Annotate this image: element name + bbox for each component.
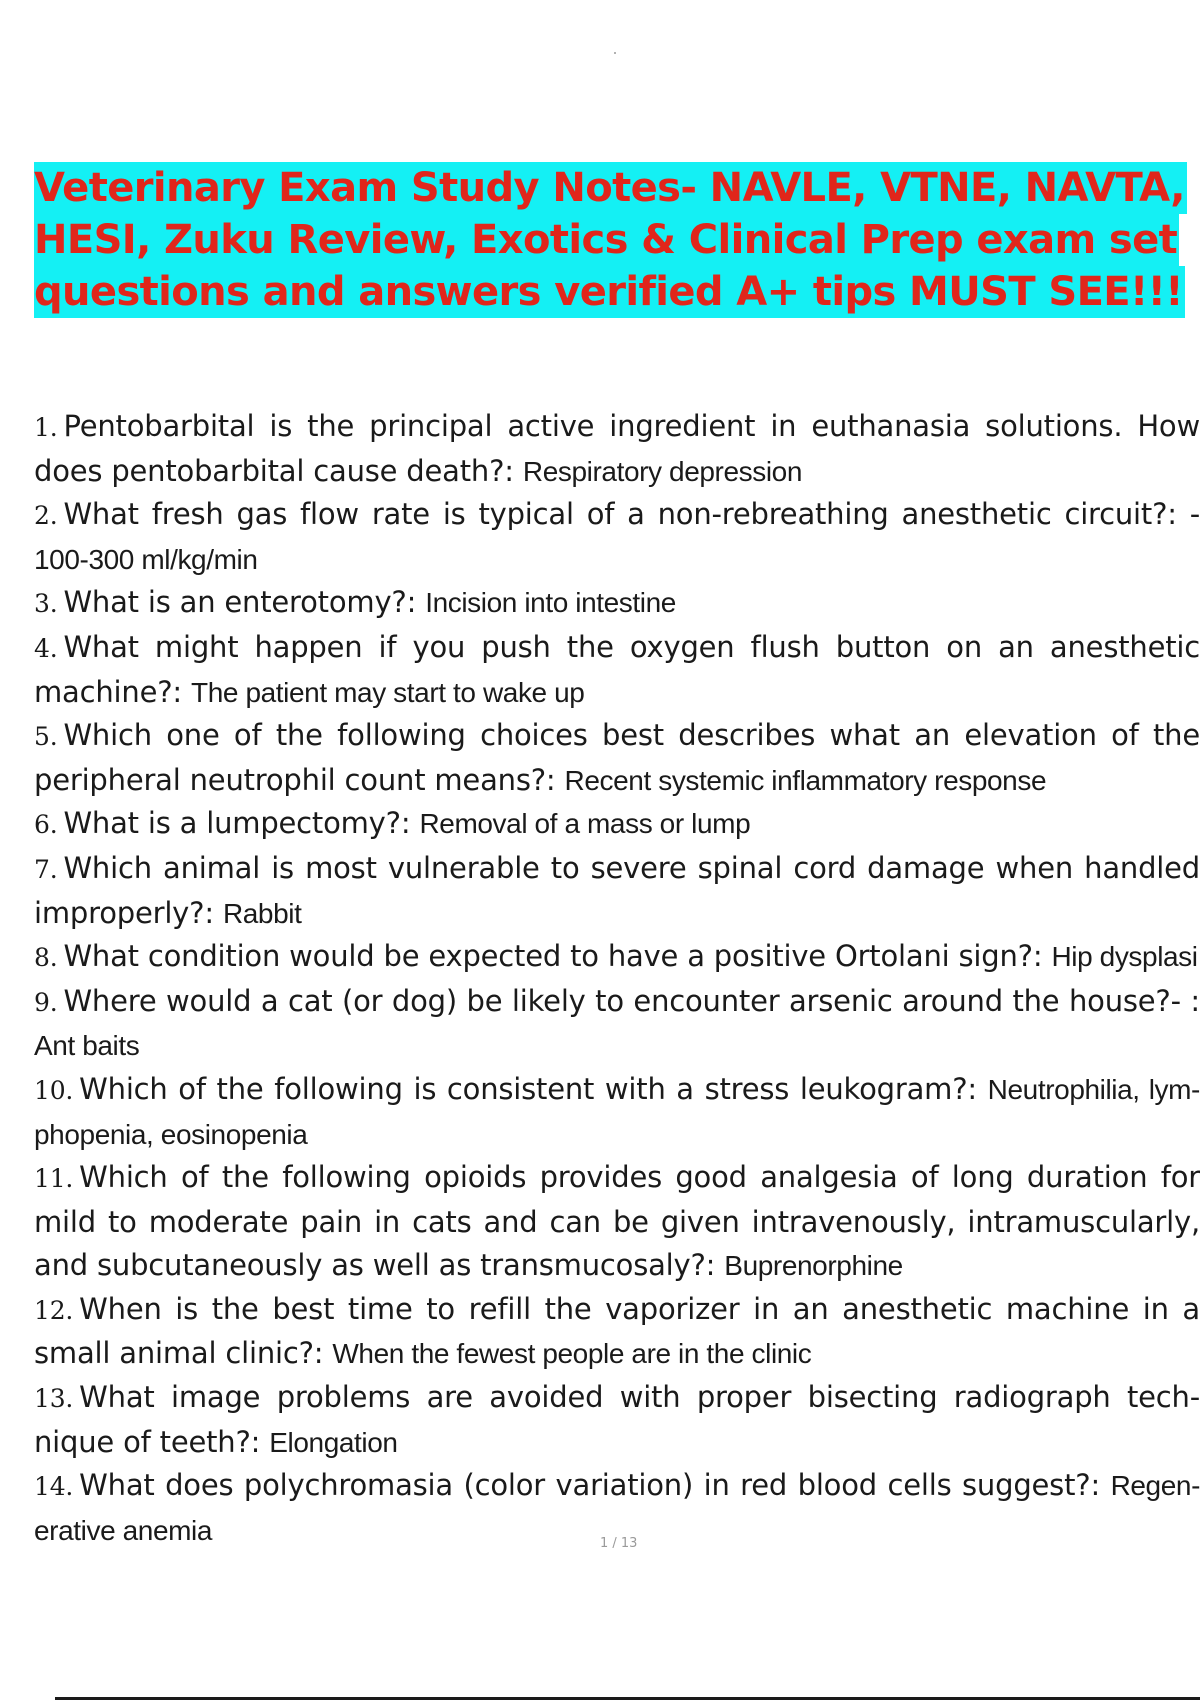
question-number: 13. [34,1384,74,1414]
question-number: 1. [34,413,58,442]
answer-text: Ant baits [34,1030,140,1062]
question-item [34,1288,1200,1376]
answer-text: Neutrophilia, lym- phopenia, eosinopenia [34,1073,1200,1150]
question-item [34,802,1200,847]
question-text: Where would a cat (or dog) be likely to encounter arsenic around the house?- : [63,983,1200,1018]
question-number: 7. [34,854,58,884]
answer-text: Removal of a mass or lump [419,808,751,840]
title-line: HESI, Zuku Review, Exotics & Clinical Prep exam set [34,214,1179,266]
question-item [34,1156,1200,1288]
question-number: 3. [34,589,58,619]
answer-text: 100-300 ml/kg/min [34,543,258,575]
question-number: 12. [34,1295,74,1325]
answer-text: Regen- erative anemia [34,1470,1200,1546]
question-item [34,935,1200,980]
answer-text: The patient may start to wake up [191,676,585,708]
question-text: What might happen if you push the oxygen flush button on an anesthetic machine?: [34,629,1200,709]
question-number: 5. [34,722,58,752]
answer-text: Rabbit [222,897,302,929]
answer-text: When the fewest people are in the clinic [332,1338,812,1370]
question-item [34,581,1200,626]
question-number: 11. [34,1164,74,1194]
page-number: 1 / 13 [600,1536,638,1551]
answer-text: Buprenorphine [724,1250,903,1282]
question-item [34,714,1200,802]
question-text: Which of the following opioids provides good analgesia of long duration for mild to moderate pain in cats and can be given intravenously, intramuscularly, and subcutaneously as well as transmucosaly?: [34,1160,1200,1283]
question-text: What condition would be expected to have a positive Ortolani sign?: [63,939,1043,974]
question-item [34,1068,1200,1156]
question-item [34,405,1200,493]
question-text: Which animal is most vulnerable to severe spinal cord damage when handled improperly?: [34,850,1200,930]
question-text: What does polychromasia (color variation) in red blood cells suggest?: [79,1468,1101,1503]
question-item [34,980,1200,1068]
answer-text: Hip dysplasi [1051,941,1198,973]
question-text: Which of the following is consistent with a stress leukogram?: [79,1071,977,1106]
question-number: 9. [34,987,58,1017]
question-list [34,405,1200,1552]
question-text: Which one of the following choices best describes what an elevation of the peripheral neutrophil count means?: [34,718,1200,797]
question-item [34,626,1200,714]
top-dot-mark [614,52,616,54]
document-title [34,162,1200,318]
question-text: What image problems are avoided with proper bisecting radiograph tech- nique of teeth?: [34,1380,1200,1459]
question-item [34,1376,1200,1464]
answer-text: Elongation [269,1426,398,1458]
question-number: 6. [34,810,58,840]
question-text: What is an enterotomy?: [63,585,417,620]
question-number: 8. [34,943,58,973]
question-number: 10. [34,1075,74,1105]
question-number: 2. [34,501,58,531]
answer-text: Recent systemic inflammatory response [564,764,1047,796]
title-line: questions and answers verified A+ tips MUST SEE!!! [34,266,1185,318]
question-number: 4. [34,633,58,663]
question-item [34,493,1200,581]
question-text: Pentobarbital is the principal active ingredient in euthanasia solutions. How does pentobarbital cause death?: [34,409,1200,488]
question-text: What fresh gas flow rate is typical of a non-rebreathing anesthetic circuit?: - [63,497,1200,532]
question-item [34,847,1200,935]
question-text: What is a lumpectomy?: [63,806,411,841]
answer-text: Incision into intestine [425,587,676,619]
answer-text: Respiratory depression [522,455,803,487]
question-number: 14. [34,1472,74,1502]
question-text: When is the best time to refill the vaporizer in an anesthetic machine in a small animal clinic?: [34,1291,1200,1371]
title-line: Veterinary Exam Study Notes- NAVLE, VTNE, NAVTA, [34,162,1187,214]
